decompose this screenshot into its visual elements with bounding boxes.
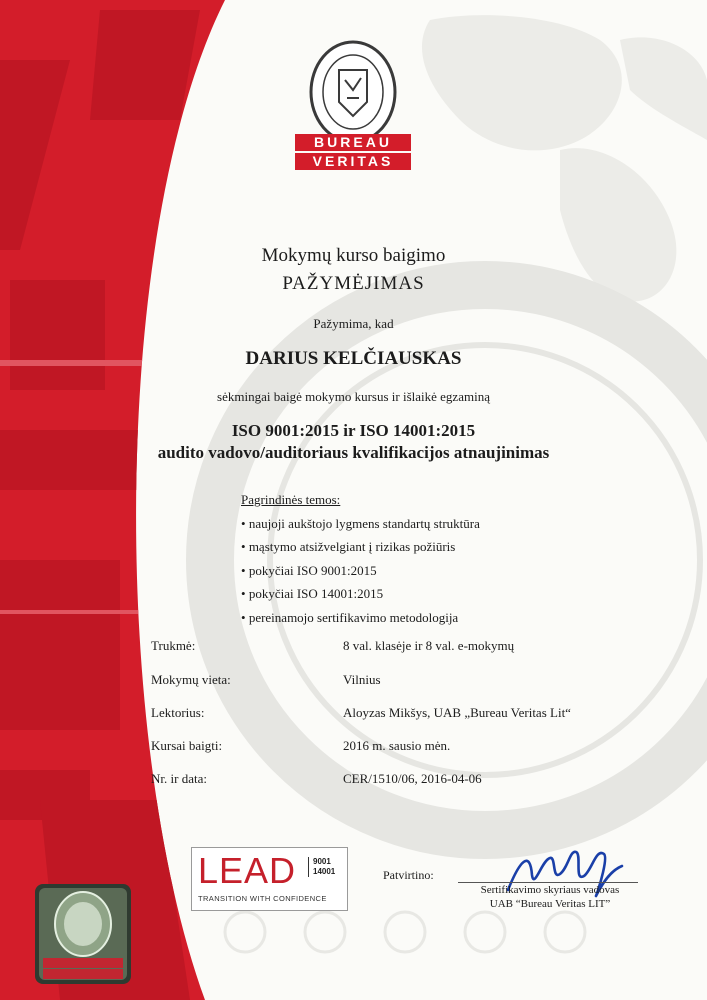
topics-header: Pagrindinės temos:	[241, 492, 341, 507]
recipient-name: DARIUS KELČIAUSKAS	[245, 348, 462, 369]
detail-label-number-date: Nr. ir data:	[151, 771, 207, 786]
detail-value-lecturer: Aloyzas Mikšys, UAB „Bureau Veritas Lit“	[343, 705, 571, 720]
signer-organization: UAB “Bureau Veritas LIT”	[489, 898, 611, 910]
topic-item: • naujoji aukštojo lygmens standartų struktūra	[241, 512, 480, 536]
detail-value-location: Vilnius	[343, 672, 381, 687]
detail-label-lecturer: Lektorius:	[151, 705, 205, 720]
lead-iso-14001: 14001	[313, 867, 336, 876]
lead-tagline: TRANSITION WITH CONFIDENCE	[198, 894, 327, 903]
lead-iso-numbers	[308, 857, 335, 877]
certificate-title: PAŽYMĖJIMAS	[282, 273, 425, 294]
lead-iso-9001: 9001	[313, 857, 331, 866]
detail-value-number-date: CER/1510/06, 2016-04-06	[343, 771, 482, 786]
bureau-veritas-logo	[295, 40, 411, 180]
detail-value-duration: 8 val. klasėje ir 8 val. e-mokymų	[343, 638, 515, 653]
detail-value-completed: 2016 m. sausio mėn.	[343, 738, 451, 753]
topic-item: • pereinamojo sertifikavimo metodologija	[241, 606, 480, 630]
topic-item: • pokyčiai ISO 9001:2015	[241, 559, 480, 583]
certificate-subtitle: Mokymų kurso baigimo	[261, 245, 446, 266]
logo-banner-bottom: VERITAS	[295, 153, 411, 170]
bureau-veritas-crest-icon	[295, 40, 411, 148]
course-title-line1: ISO 9001:2015 ir ISO 14001:2015	[231, 421, 476, 440]
topic-item: • mąstymo atsižvelgiant į rizikas požiūris	[241, 535, 480, 559]
completion-text: sėkmingai baigė mokymo kursus ir išlaikė egzaminą	[217, 389, 490, 404]
detail-label-location: Mokymų vieta:	[151, 672, 231, 687]
logo-banner-top: BUREAU	[295, 134, 411, 151]
topics-list	[241, 488, 480, 630]
bottom-watermark-icons	[225, 912, 585, 952]
topic-item: • pokyčiai ISO 14001:2015	[241, 582, 480, 606]
approval-label: Patvirtino:	[383, 868, 434, 882]
lead-word: LEAD	[198, 850, 297, 891]
bureau-veritas-hologram-seal-icon	[35, 884, 131, 984]
lead-badge	[191, 847, 348, 911]
signature-line	[458, 882, 638, 883]
detail-label-duration: Trukmė:	[151, 638, 196, 653]
signer-role: Sertifikavimo skyriaus vadovas	[480, 884, 620, 896]
hologram-seal	[35, 884, 131, 984]
certify-text: Pažymima, kad	[313, 316, 394, 331]
detail-label-completed: Kursai baigti:	[151, 738, 223, 753]
course-title-line2: audito vadovo/auditoriaus kvalifikacijos atnaujinimas	[157, 443, 550, 462]
